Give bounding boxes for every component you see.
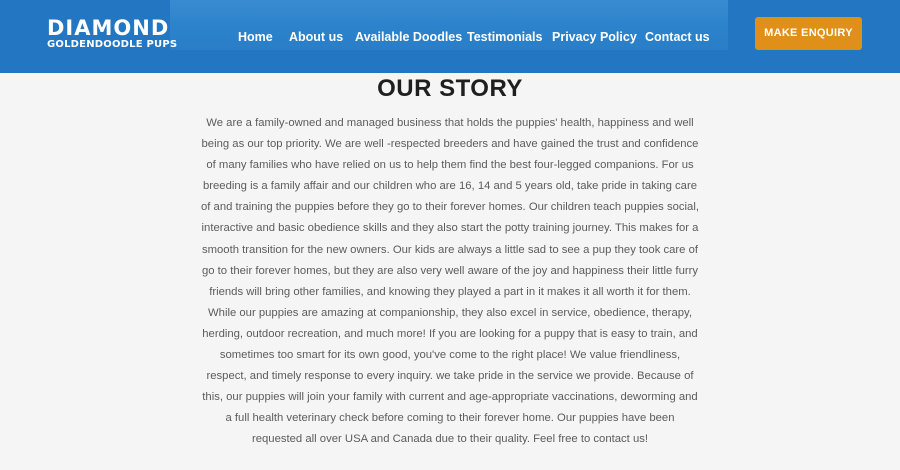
page-title: OUR STORY [377, 75, 523, 102]
nav-home[interactable]: Home [238, 30, 273, 44]
site-header [0, 0, 900, 73]
logo-subtitle: GOLDENDOODLE PUPS [47, 39, 178, 50]
make-enquiry-button[interactable]: MAKE ENQUIRY [755, 17, 862, 50]
site-logo[interactable] [47, 18, 177, 51]
nav-testimonials[interactable]: Testimonials [467, 30, 543, 44]
story-paragraph: We are a family-owned and managed business that holds the puppies' health, happiness and well being as our top priority. We are well -respected breeders and have gained the trust and confidence of many families who have relied on us to help them find the best four-legged companions. For us breeding is a family affair and our children who are 16, 14 and 5 years old, take pride in taking care of and training the puppies before they go to their forever homes. Our children teach puppies social, interactive and basic obedience skills and they also start the potty training journey. This makes for a smooth transition for the new owners. Our kids are always a little sad to see a pup they took care of go to their forever homes, but they are also very well aware of the joy and happiness their little furry friends will bring other families, and knowing they played a part in it makes it all worth it for them. While our puppies are amazing at companionship, they also excel in service, obedience, therapy, herding, outdoor recreation, and much more! If you are looking for a puppy that is easy to train, and sometimes too smart for its own good, you've come to the right place! We value friendliness, respect, and timely response to every inquiry. we take pride in the service we provide. Because of this, our puppies will join your family with current and age-appropriate vaccinations, deworming and a full health veterinary check before coming to their forever home. Our puppies have been requested all over USA and Canada due to their quality. Feel free to contact us! [201, 117, 699, 446]
logo-title: DIAMOND [47, 16, 170, 40]
nav-available-doodles[interactable]: Available Doodles [355, 30, 463, 44]
nav-contact-us[interactable]: Contact us [645, 30, 710, 44]
nav-privacy-policy[interactable]: Privacy Policy [552, 30, 637, 44]
nav-about-us[interactable]: About us [289, 30, 344, 44]
